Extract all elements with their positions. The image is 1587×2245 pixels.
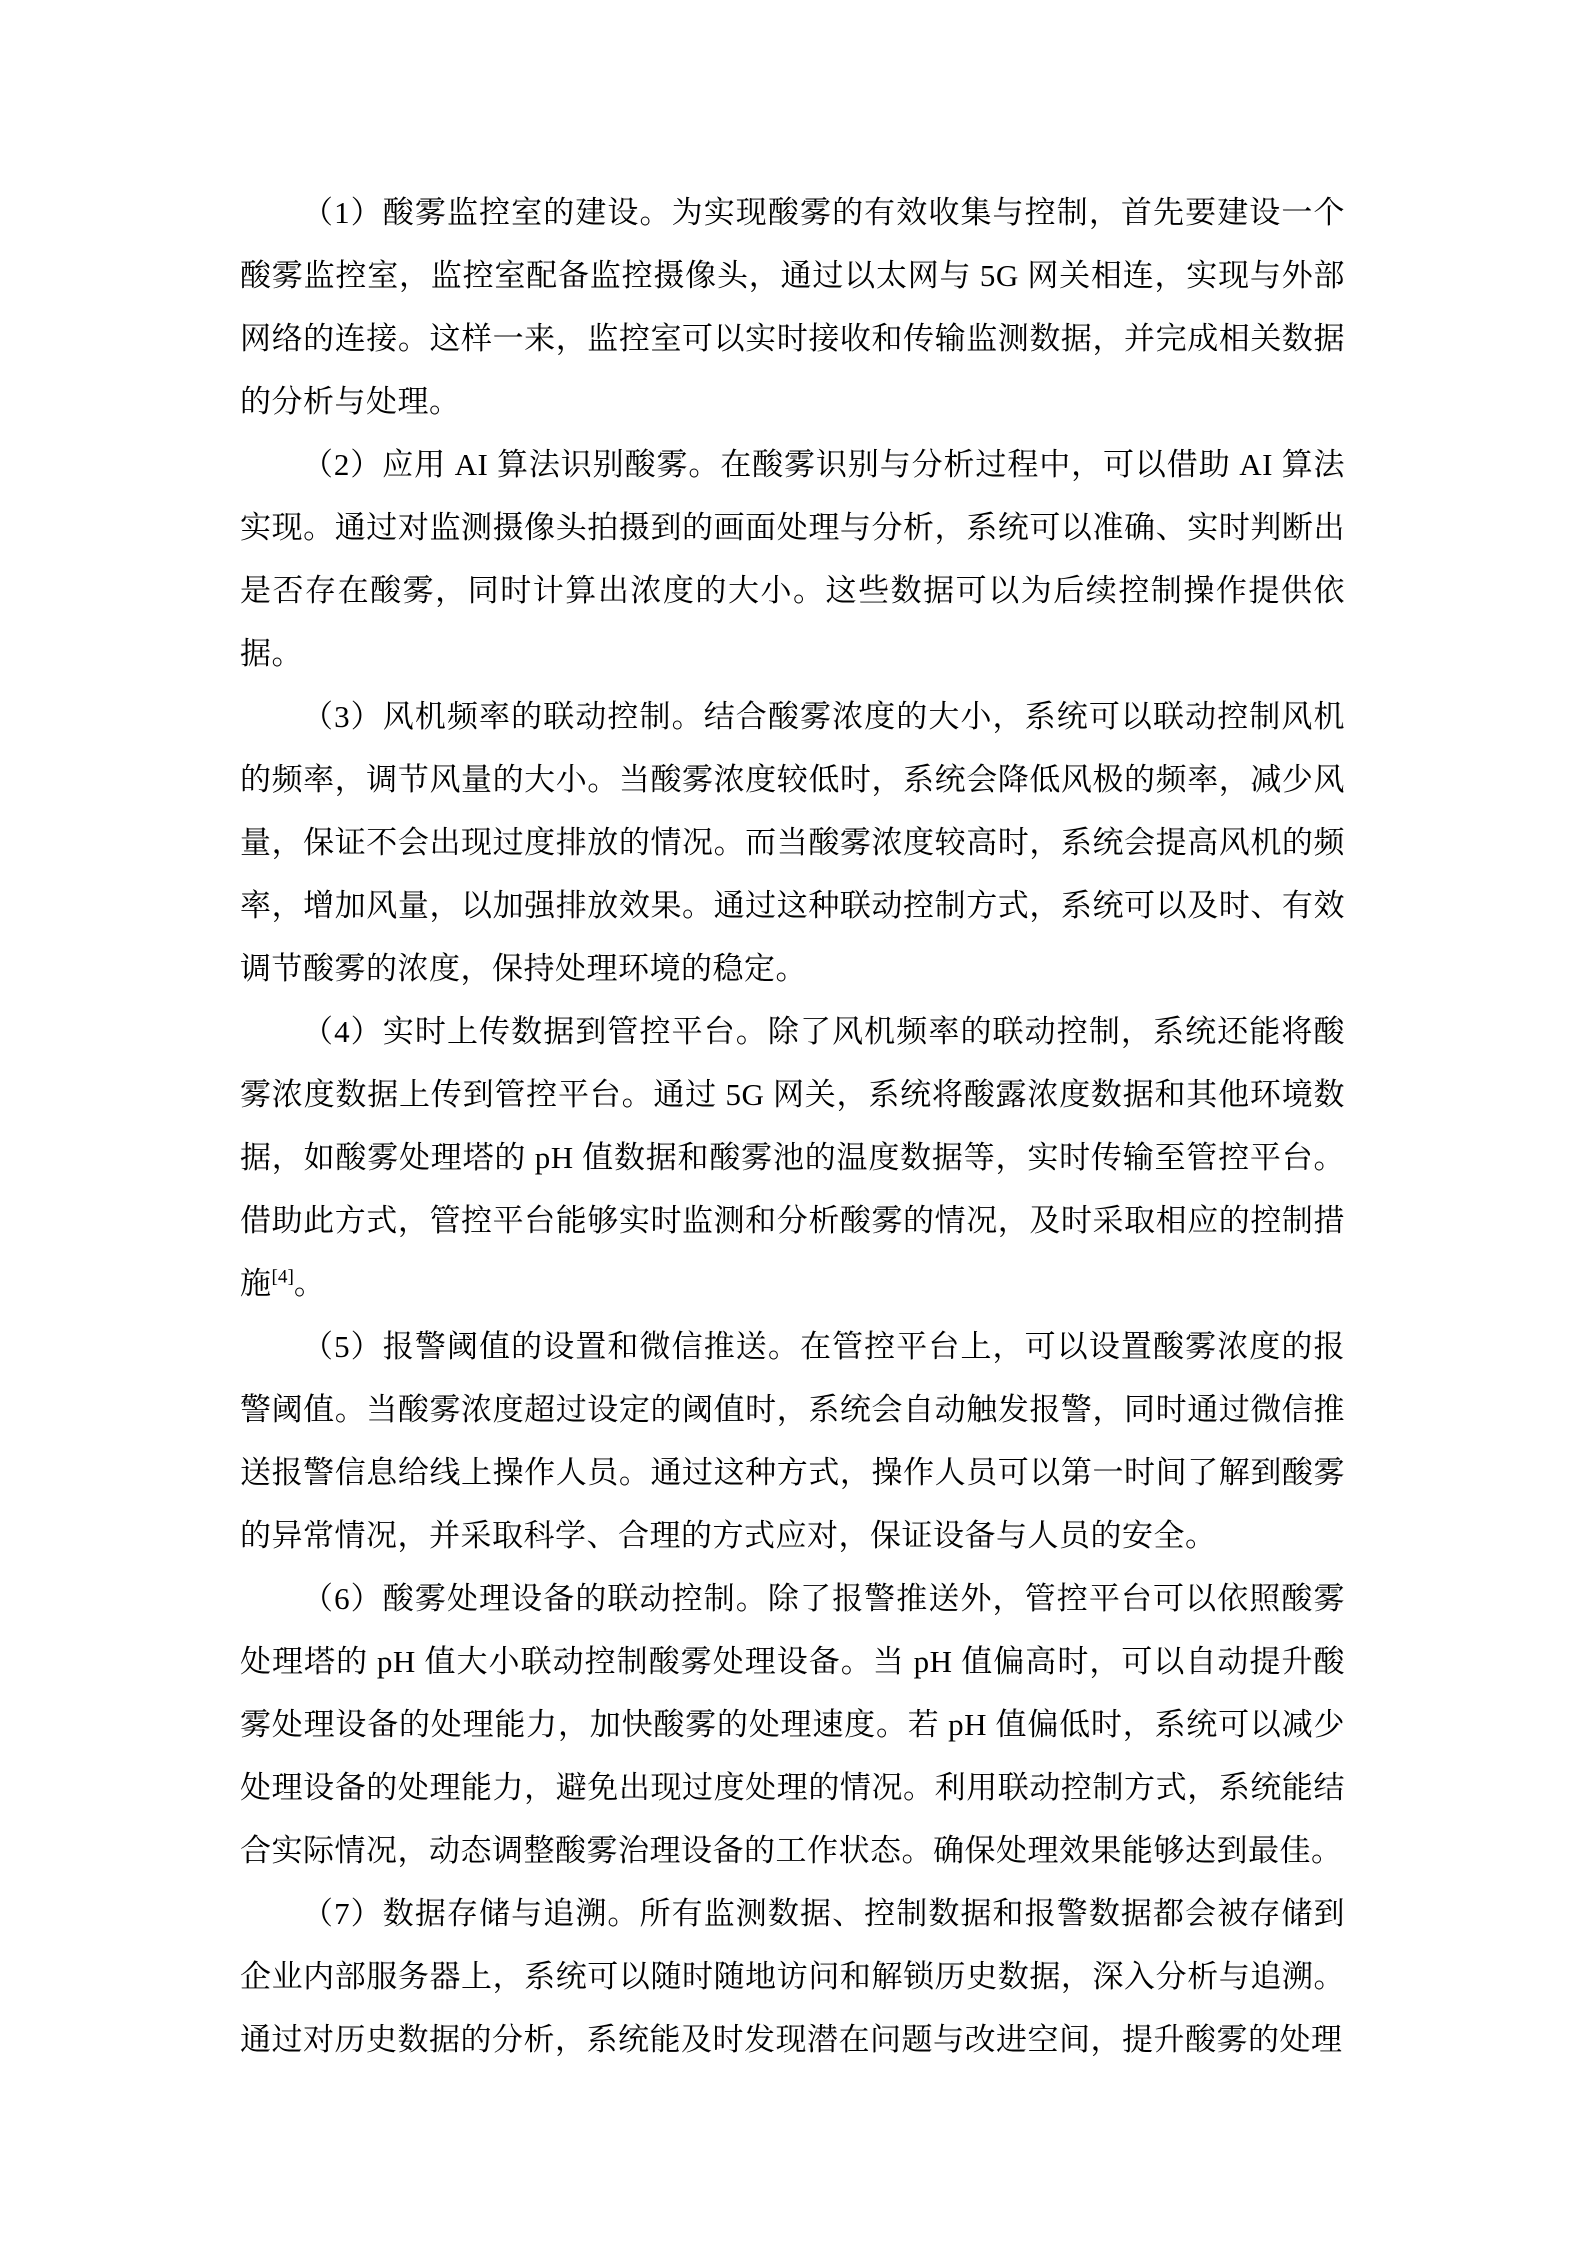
paragraph-4	[240, 1000, 1345, 1315]
paragraph-6-text: （6）酸雾处理设备的联动控制。除了报警推送外，管控平台可以依照酸雾处理塔的 pH 值大小联动控制酸雾处理设备。当 pH 值偏高时，可以自动提升酸雾处理设备的处理能力，加快酸雾的处理速度。若 pH 值偏低时，系统可以减少处理设备的处理能力，避免出现过度处理的情况。利用联动控制方式，系统能结合实际情况，动态调整酸雾治理设备的工作状态。确保处理效果能够达到最佳。	[240, 1581, 1345, 1868]
paragraph-7	[240, 1882, 1345, 2071]
paragraph-7-text: （7）数据存储与追溯。所有监测数据、控制数据和报警数据都会被存储到企业内部服务器上，系统可以随时随地访问和解锁历史数据，深入分析与追溯。通过对历史数据的分析，系统能及时发现潜在问题与改进空间，提升酸雾的处理	[240, 1896, 1345, 2057]
paragraph-5-text: （5）报警阈值的设置和微信推送。在管控平台上，可以设置酸雾浓度的报警阈值。当酸雾浓度超过设定的阈值时，系统会自动触发报警，同时通过微信推送报警信息给线上操作人员。通过这种方式，操作人员可以第一时间了解到酸雾的异常情况，并采取科学、合理的方式应对，保证设备与人员的安全。	[240, 1329, 1345, 1553]
paragraph-3-text: （3）风机频率的联动控制。结合酸雾浓度的大小，系统可以联动控制风机的频率，调节风量的大小。当酸雾浓度较低时，系统会降低风极的频率，减少风量，保证不会出现过度排放的情况。而当酸雾浓度较高时，系统会提高风机的频率，增加风量，以加强排放效果。通过这种联动控制方式，系统可以及时、有效调节酸雾的浓度，保持处理环境的稳定。	[240, 699, 1345, 986]
paragraph-5	[240, 1315, 1345, 1567]
paragraph-2-text: （2）应用 AI 算法识别酸雾。在酸雾识别与分析过程中，可以借助 AI 算法实现。通过对监测摄像头拍摄到的画面处理与分析，系统可以准确、实时判断出是否存在酸雾，同时计算出浓度的大小。这些数据可以为后续控制操作提供依据。	[240, 447, 1345, 671]
paragraph-3	[240, 685, 1345, 1000]
paragraph-2	[240, 433, 1345, 685]
paragraph-1	[240, 181, 1345, 433]
paragraph-4-tail: 。	[293, 1266, 326, 1301]
paragraph-1-text: （1）酸雾监控室的建设。为实现酸雾的有效收集与控制，首先要建设一个酸雾监控室，监控室配备监控摄像头，通过以太网与 5G 网关相连，实现与外部网络的连接。这样一来，监控室可以实时接收和传输监测数据，并完成相关数据的分析与处理。	[240, 195, 1345, 419]
paragraph-6	[240, 1567, 1345, 1882]
citation-superscript: [4]	[271, 1266, 294, 1288]
paragraph-4-text: （4）实时上传数据到管控平台。除了风机频率的联动控制，系统还能将酸雾浓度数据上传到管控平台。通过 5G 网关，系统将酸露浓度数据和其他环境数据，如酸雾处理塔的 pH 值数据和酸雾池的温度数据等，实时传输至管控平台。借助此方式，管控平台能够实时监测和分析酸雾的情况，及时采取相应的控制措施	[240, 1014, 1345, 1301]
